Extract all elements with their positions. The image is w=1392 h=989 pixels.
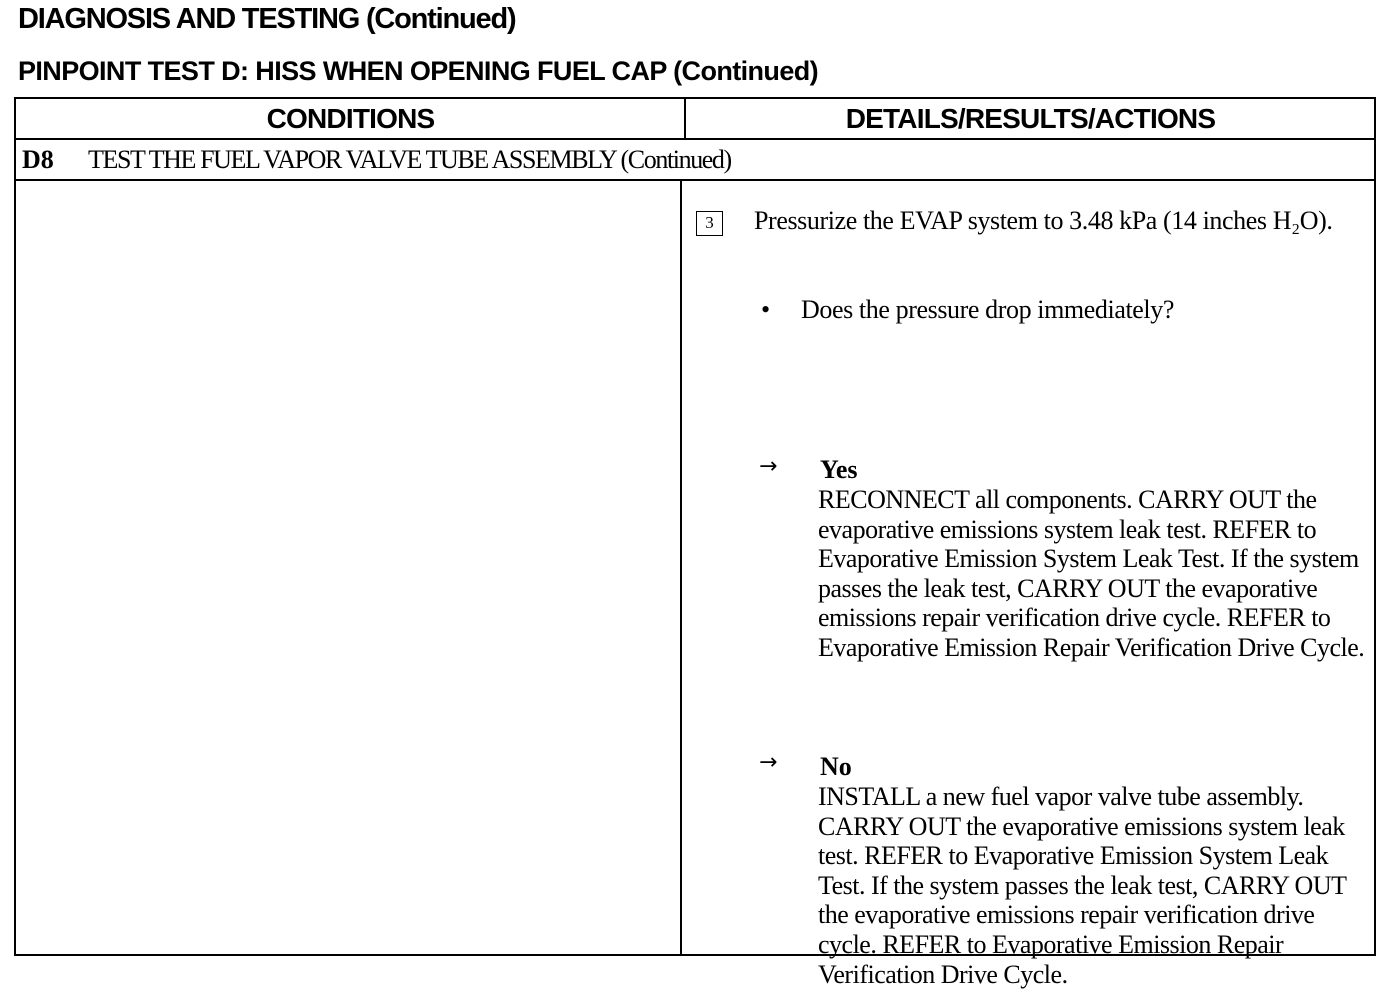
yes-arrow-icon: → bbox=[759, 454, 778, 479]
action-number-box: 3 bbox=[696, 211, 723, 236]
action-instruction: Pressurize the EVAP system to 3.48 kPa (14 inches H₂O). bbox=[754, 206, 1333, 235]
bullet-icon: • bbox=[761, 295, 771, 324]
column-divider bbox=[684, 99, 686, 138]
conditions-column-header: CONDITIONS bbox=[266, 103, 435, 134]
no-result-text: INSTALL a new fuel vapor valve tube assembly. CARRY OUT the evaporative emissions system leak test. REFER to Evaporative Emission System Leak Test. If the system passes the leak test, CARRY OUT the evaporative emissions repair verification drive cycle. REFER to Evaporative Emission Repair Verification Drive Cycle. bbox=[818, 782, 1347, 989]
details-cell bbox=[682, 181, 1374, 989]
pinpoint-test-title: PINPOINT TEST D: HISS WHEN OPENING FUEL CAP (Continued) bbox=[18, 56, 819, 86]
step-title: TEST THE FUEL VAPOR VALVE TUBE ASSEMBLY (Continued) bbox=[88, 145, 731, 174]
yes-label: Yes bbox=[820, 455, 858, 484]
test-question: Does the pressure drop immediately? bbox=[801, 295, 1174, 324]
no-arrow-icon: → bbox=[759, 750, 778, 775]
table-header-row bbox=[16, 99, 1374, 140]
pinpoint-test-table bbox=[14, 97, 1376, 989]
yes-result-text: RECONNECT all components. CARRY OUT the evaporative emissions system leak test. REFER to Evaporative Emission System Leak Test. If the system passes the leak test, CARRY OUT the evaporative emissions repair verification drive cycle. REFER to Evaporative Emission Repair Verification Drive Cycle. bbox=[818, 485, 1365, 662]
no-label: No bbox=[820, 752, 852, 781]
step-id: D8 bbox=[22, 145, 54, 174]
step-title-row bbox=[16, 140, 1374, 181]
page-title: DIAGNOSIS AND TESTING (Continued) bbox=[18, 3, 516, 35]
details-column-header: DETAILS/RESULTS/ACTIONS bbox=[845, 103, 1216, 134]
